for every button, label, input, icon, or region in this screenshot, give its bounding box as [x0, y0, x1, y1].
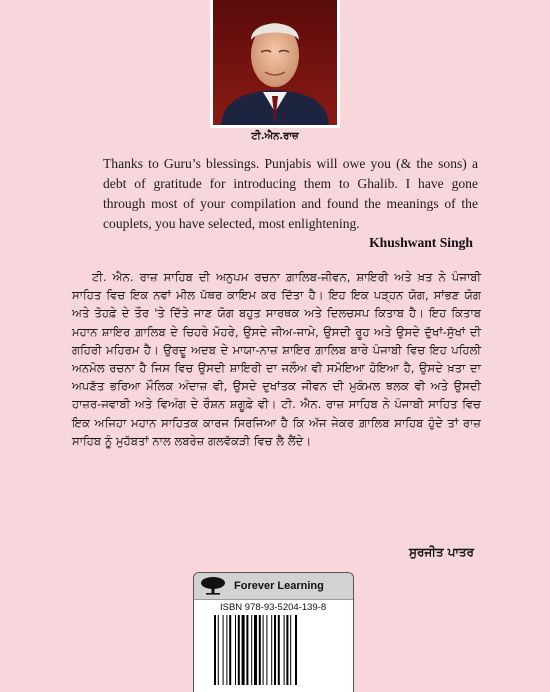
quote-author: Khushwant Singh — [369, 235, 473, 250]
punjabi-paragraph: ਟੀ. ਐਨ. ਰਾਜ਼ ਸਾਹਿਬ ਦੀ ਅਨੁਪਮ ਰਚਨਾ ਗ਼ਾਲਿਬ-ਜੀਵਨ, ਸ਼ਾਇਰੀ ਅਤੇ ਖ਼ਤ ਨੇ ਪੰਜਾਬੀ ਸਾਹਿਤ ਵਿਚ ਇਕ ਨਵਾਂ ਮੀਲ ਪੱਥਰ ਕਾਇਮ ਕਰ ਦਿੱਤਾ ਹੈ। ਇਹ ਇਕ ਪੜ੍ਹਨ ਯੋਗ, ਸਾਂਭਣ ਯੋਗ ਅਤੇ ਤੋਹਫ਼ੇ ਦੇ ਤੌਰ 'ਤੇ ਦਿੱਤੇ ਜਾਣ ਯੋਗ ਬਹੁਤ ਸਾਰਥਕ ਅਤੇ ਦਿਲਚਸਪ ਕਿਤਾਬ ਹੈ। ਇਹ ਕਿਤਾਬ ਮਹਾਨ ਸ਼ਾਇਰ ਗ਼ਾਲਿਬ ਦੇ ਚਿਹਰੇ ਮੋਹਰੇ, ਉਸਦੇ ਜੀਅ-ਜਾਮੇ, ਉਸਦੀ ਰੂਹ ਅਤੇ ਉਸਦੇ ਦੁੱਖਾਂ-ਸੁੱਖਾਂ ਦੀ ਗਹਿਰੀ ਮਹਿਰਮ ਹੈ। ਉਰਦੂ ਅਦਬ ਦੇ ਮਾਯਾ-ਨਾਜ਼ ਸ਼ਾਇਰ ਗ਼ਾਲਿਬ ਬਾਰੇ ਪੰਜਾਬੀ ਵਿਚ ਇਹ ਪਹਿਲੀ ਅਨਮੋਲ ਰਚਨਾ ਹੈ ਜਿਸ ਵਿਚ ਉਸਦੀ ਸ਼ਾਇਰੀ ਦਾ ਜਲੌਅ ਵੀ ਸਮੋਇਆ ਹੋਇਆ ਹੈ, ਉਸਦੇ ਖ਼ਤਾ ਦਾ ਅਪਣੱਤ ਭਰਿਆ ਮੌਲਿਕ ਅੰਦਾਜ਼ ਵੀ, ਉਸਦੇ ਦੁਖਾਂਤਕ ਜੀਵਨ ਦੀ ਮੁਕੰਮਲ ਝਲਕ ਵੀ ਅਤੇ ਉਸਦੀ ਹਾਜ਼ਰ-ਜਵਾਬੀ ਅਤੇ ਵਿਅੰਗ ਦੇ ਰੌਸ਼ਨ ਸ਼ਗੂਫ਼ੇ ਵੀ। ਟੀ. ਐਨ. ਰਾਜ਼ ਸਾਹਿਬ ਨੇ ਪੰਜਾਬੀ ਸਾਹਿਤ ਵਿਚ ਇਕ ਅਜਿਹਾ ਮਹਾਨ ਸਾਹਿਤਕ ਕਾਰਜ ਸਿਰਜਿਆ ਹੈ ਕਿ ਅੱਜ ਜੇਕਰ ਗ਼ਾਲਿਬ ਸਾਹਿਬ ਹੁੰਦੇ ਤਾਂ ਰਾਜ਼ ਸਾਹਿਬ ਨੂੰ ਮੁਹੱਬਤਾਂ ਨਾਲ ਲਬਰੇਜ਼ ਗਲਵੱਕੜੀ ਵਿਚ ਲੈ ਲੈਂਦੇ। — [72, 270, 481, 448]
punjabi-review-author: ਸੁਰਜੀਤ ਪਾਤਰ — [408, 545, 474, 559]
quote-text: Thanks to Guru’s blessings. Punjabis will owe you (& the sons) a debt of gratitude for introducing them to Ghalib. I have gone through most of your compilation and found the meanings of the couplets, you have selected, most enlightening. — [103, 156, 478, 231]
author-portrait-image — [213, 0, 337, 125]
author-photo-frame — [210, 0, 340, 128]
barcode-image — [214, 615, 336, 685]
publisher-name: Forever Learning — [234, 580, 324, 592]
publisher-brand — [194, 573, 353, 600]
barcode-panel — [193, 572, 354, 692]
isbn-number: ISBN 978-93-5204-139-8 — [220, 602, 327, 613]
photo-caption: ਟੀ.ਐਨ.ਰਾਜ਼ — [251, 131, 299, 142]
punjabi-review — [72, 268, 481, 450]
english-quote — [103, 154, 478, 234]
tree-icon — [200, 576, 226, 596]
